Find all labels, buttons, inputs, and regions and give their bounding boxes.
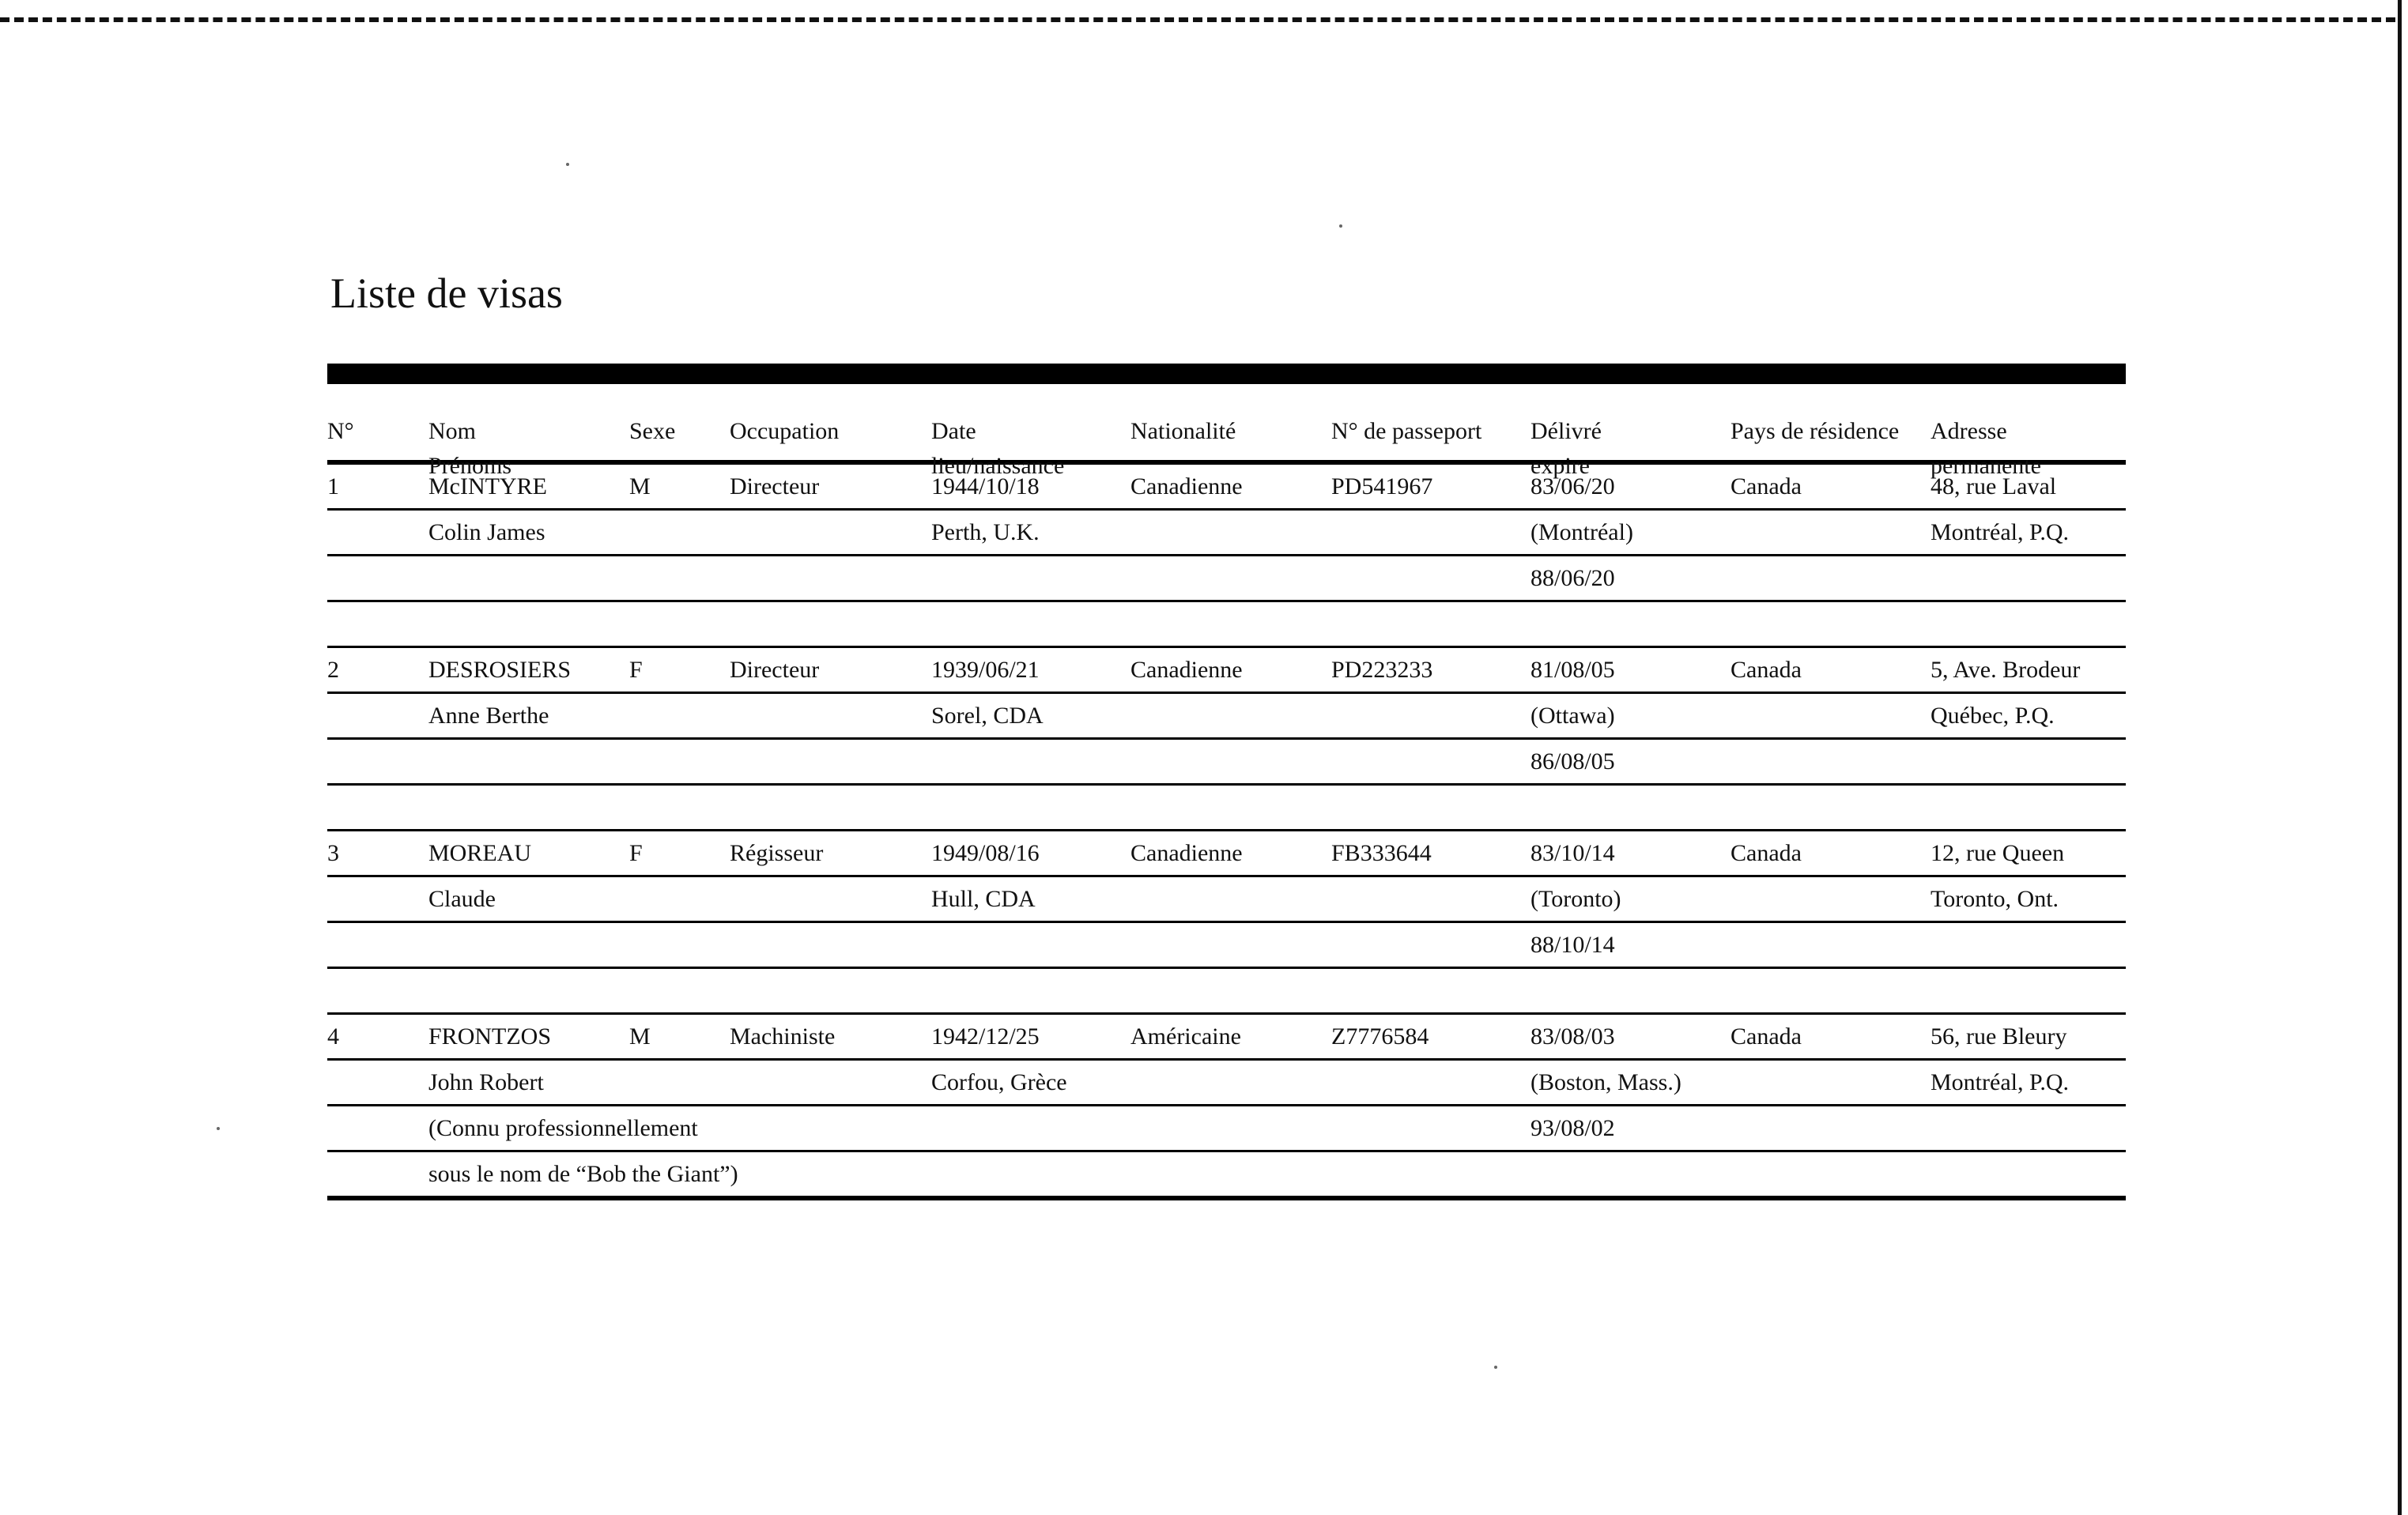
header-sexe: Sexe [629,418,676,444]
cell-delivre-lieu: (Toronto) [1530,886,1621,912]
cell-ville: Toronto, Ont. [1931,886,2059,912]
cell-nom: McINTYRE [428,473,547,499]
cell-pays: Canada [1731,840,1802,866]
cell-delivre: 83/06/20 [1530,473,1615,499]
cell-no: 4 [327,1023,339,1050]
header-prenoms-label: Prénoms [428,453,511,479]
cell-sexe: F [629,840,643,866]
cell-sexe: M [629,1023,651,1050]
cell-ville: Québec, P.Q. [1931,703,2055,729]
table-row-spacer [327,602,2126,648]
cell-delivre-lieu: (Ottawa) [1530,703,1615,729]
header-expire-label: expire [1530,453,1590,479]
cell-adresse: 12, rue Queen [1931,840,2065,866]
cell-date: 1942/12/25 [931,1023,1040,1050]
header-no: N° [327,418,354,444]
cell-expire: 86/08/05 [1530,748,1615,774]
cell-no: 2 [327,657,339,683]
cell-lieu: Sorel, CDA [931,703,1044,729]
cell-delivre-lieu: (Montréal) [1530,519,1633,545]
table-top-bar [327,364,2126,384]
table-row-spacer [327,969,2126,1015]
cell-ville: Montréal, P.Q. [1931,519,2069,545]
cell-sexe: M [629,473,651,499]
cell-prenoms: Colin James [428,519,545,545]
header-date-label: Date [931,418,976,444]
cell-nationalite: Américaine [1130,1023,1241,1050]
cell-passeport: FB333644 [1331,840,1432,866]
cell-lieu: Corfou, Grèce [931,1069,1067,1095]
table-row [327,831,2126,877]
cell-date: 1944/10/18 [931,473,1040,499]
cell-nom: FRONTZOS [428,1023,552,1050]
cell-delivre: 83/08/03 [1530,1023,1615,1050]
cell-lieu: Hull, CDA [931,886,1036,912]
cell-pays: Canada [1731,1023,1802,1050]
header-adresse-label: Adresse [1931,418,2007,444]
table-row [327,465,2126,511]
header-lieu-label: lieu/naissance [931,453,1065,479]
cell-pays: Canada [1731,657,1802,683]
cell-adresse: 56, rue Bleury [1931,1023,2067,1050]
cell-occupation: Régisseur [730,840,824,866]
header-passeport: N° de passeport [1331,418,1482,444]
cell-occupation: Directeur [730,473,820,499]
page-edge-top [0,17,2395,22]
table-row [327,1015,2126,1061]
header-pays: Pays de résidence [1731,418,1900,444]
table-row [327,556,2126,602]
cell-nom: MOREAU [428,840,532,866]
cell-ville: Montréal, P.Q. [1931,1069,2069,1095]
cell-date: 1949/08/16 [931,840,1040,866]
header-permanente-label: permanente [1931,453,2041,479]
table-header [327,384,2126,479]
table-row [327,1152,2126,1200]
cell-occupation: Directeur [730,657,820,683]
cell-pays: Canada [1731,473,1802,499]
cell-delivre-lieu: (Boston, Mass.) [1530,1069,1681,1095]
scan-speck [1339,224,1342,228]
cell-expire: 93/08/02 [1530,1115,1615,1141]
header-nom-label: Nom [428,418,476,444]
header-occupation: Occupation [730,418,840,444]
cell-delivre: 81/08/05 [1530,657,1615,683]
table-row [327,923,2126,969]
scan-speck [217,1127,220,1130]
cell-passeport: Z7776584 [1331,1023,1429,1050]
cell-prenoms: John Robert [428,1069,544,1095]
scan-speck [1494,1366,1497,1369]
cell-nationalite: Canadienne [1130,657,1243,683]
table-row [327,511,2126,556]
scan-speck [566,163,569,166]
table-row [327,1061,2126,1106]
cell-adresse: 48, rue Laval [1931,473,2057,499]
table-row [327,648,2126,694]
cell-no: 3 [327,840,339,866]
page-edge-right [2398,0,2402,1515]
cell-lieu: Perth, U.K. [931,519,1040,545]
cell-sexe: F [629,657,643,683]
page-title: Liste de visas [330,269,563,317]
cell-passeport: PD223233 [1331,657,1433,683]
cell-adresse: 5, Ave. Brodeur [1931,657,2081,683]
header-nationalite: Nationalité [1130,418,1236,444]
cell-nom: DESROSIERS [428,657,572,683]
cell-expire: 88/10/14 [1530,932,1615,958]
cell-note: sous le nom de “Bob the Giant”) [428,1161,738,1187]
table-row [327,740,2126,786]
cell-expire: 88/06/20 [1530,565,1615,591]
cell-prenoms: Anne Berthe [428,703,549,729]
cell-nationalite: Canadienne [1130,473,1243,499]
cell-note: (Connu professionnellement [428,1115,698,1141]
header-delivre-label: Délivré [1530,418,1602,444]
cell-no: 1 [327,473,339,499]
table-row [327,694,2126,740]
cell-occupation: Machiniste [730,1023,836,1050]
cell-prenoms: Claude [428,886,496,912]
table-row-spacer [327,786,2126,831]
cell-date: 1939/06/21 [931,657,1040,683]
cell-passeport: PD541967 [1331,473,1433,499]
cell-nationalite: Canadienne [1130,840,1243,866]
table-row [327,1106,2126,1152]
cell-delivre: 83/10/14 [1530,840,1615,866]
table-row [327,877,2126,923]
visa-table [327,364,2126,1200]
